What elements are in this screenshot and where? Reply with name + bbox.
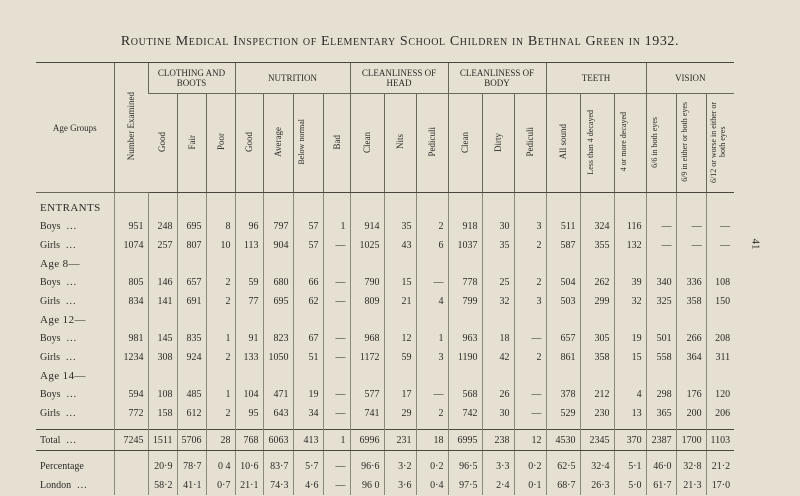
table-cell: 1190	[448, 348, 482, 367]
table-cell: 904	[263, 236, 293, 255]
table-cell: 529	[546, 404, 580, 423]
section-label: Age 8—	[40, 258, 80, 270]
table-cell: 21·3	[676, 476, 706, 495]
row-label: Boys ...	[40, 221, 78, 232]
table-cell: 35	[384, 217, 416, 236]
age-groups-header: Age Groups	[36, 63, 114, 193]
table-cell: 340	[646, 273, 676, 292]
table-cell: 2	[514, 273, 546, 292]
table-cell: —	[323, 236, 350, 255]
table-cell: 1700	[676, 430, 706, 451]
column-header: Clean	[448, 94, 482, 193]
table-cell: 104	[235, 385, 263, 404]
table-cell: 96 0	[350, 476, 384, 495]
table-cell: 612	[177, 404, 206, 423]
table-cell: 2	[416, 404, 448, 423]
table-cell: —	[646, 217, 676, 236]
cleanliness-head-header: CLEANLINESS OF HEAD	[350, 63, 448, 94]
table-cell: 28	[206, 430, 235, 451]
table-cell: —	[676, 236, 706, 255]
table-cell: 2	[514, 236, 546, 255]
table-cell: 17·0	[706, 476, 734, 495]
table-cell: 35	[482, 236, 514, 255]
table-cell: 238	[482, 430, 514, 451]
table-cell: 21	[384, 292, 416, 311]
table-cell: 74·3	[263, 476, 293, 495]
page-number: 41	[749, 238, 762, 250]
table-cell: 2	[206, 348, 235, 367]
section-label: Age 12—	[40, 314, 86, 326]
table-cell: 42	[482, 348, 514, 367]
table-cell: 145	[148, 329, 177, 348]
table-cell: 364	[676, 348, 706, 367]
table-cell: 206	[706, 404, 734, 423]
table-cell: 208	[706, 329, 734, 348]
table-row	[36, 457, 734, 476]
table-cell: 176	[676, 385, 706, 404]
column-header: 4 or more decayed	[614, 94, 646, 193]
table-cell: 39	[614, 273, 646, 292]
table-cell: 41·1	[177, 476, 206, 495]
row-label: London ...	[40, 480, 88, 491]
table-cell: 471	[263, 385, 293, 404]
table-cell: 108	[148, 385, 177, 404]
column-header: Good	[235, 94, 263, 193]
row-label: Girls ...	[40, 352, 77, 363]
row-label: Girls ...	[40, 240, 77, 251]
row-label: Percentage	[40, 461, 84, 472]
column-header: Average	[263, 94, 293, 193]
table-cell: 43	[384, 236, 416, 255]
table-cell: 77	[235, 292, 263, 311]
table-cell: 3	[514, 217, 546, 236]
table-cell: 113	[235, 236, 263, 255]
table-cell: 212	[580, 385, 614, 404]
table-cell: 924	[177, 348, 206, 367]
table-cell: 1172	[350, 348, 384, 367]
column-header: Below normal	[293, 94, 323, 193]
table-cell: 68·7	[546, 476, 580, 495]
table-cell: 378	[546, 385, 580, 404]
table-cell: 116	[614, 217, 646, 236]
table-cell: 0·2	[416, 457, 448, 476]
table-cell: 29	[384, 404, 416, 423]
table-cell: 10	[206, 236, 235, 255]
table-cell: 96·6	[350, 457, 384, 476]
table-cell: 30	[482, 217, 514, 236]
table-cell: 835	[177, 329, 206, 348]
table-cell: 20·9	[148, 457, 177, 476]
table-cell: 61·7	[646, 476, 676, 495]
table-cell: —	[646, 236, 676, 255]
table-cell: 981	[114, 329, 148, 348]
table-cell: 6995	[448, 430, 482, 451]
table-cell: 230	[580, 404, 614, 423]
table-cell: 643	[263, 404, 293, 423]
table-cell: 741	[350, 404, 384, 423]
table-cell: 266	[676, 329, 706, 348]
table-cell: 861	[546, 348, 580, 367]
table-cell: 46·0	[646, 457, 676, 476]
table-cell: 657	[177, 273, 206, 292]
table-cell: 120	[706, 385, 734, 404]
table-cell: 8	[206, 217, 235, 236]
table-cell: 485	[177, 385, 206, 404]
table-cell: 1	[323, 217, 350, 236]
table-cell: 62·5	[546, 457, 580, 476]
table-cell: 1511	[148, 430, 177, 451]
table-cell: 0·2	[514, 457, 546, 476]
table-cell: 594	[114, 385, 148, 404]
table-cell: 587	[546, 236, 580, 255]
table-cell: 0·7	[206, 476, 235, 495]
clothing-header: CLOTHING AND BOOTS	[148, 63, 235, 94]
teeth-header: TEETH	[546, 63, 646, 94]
table-cell: 30	[482, 404, 514, 423]
row-label: Girls ...	[40, 296, 77, 307]
table-cell: 4	[614, 385, 646, 404]
table-cell	[114, 457, 148, 476]
table-cell: 1037	[448, 236, 482, 255]
table-cell: 4530	[546, 430, 580, 451]
table-cell: 96	[235, 217, 263, 236]
table-cell: 5·0	[614, 476, 646, 495]
column-header: Clean	[350, 94, 384, 193]
column-header: Nits	[384, 94, 416, 193]
table-cell: 57	[293, 217, 323, 236]
table-cell: 10·6	[235, 457, 263, 476]
table-cell: 809	[350, 292, 384, 311]
table-cell: 657	[546, 329, 580, 348]
table-cell: 370	[614, 430, 646, 451]
table-row	[36, 404, 734, 423]
table-cell: 32	[614, 292, 646, 311]
section-label: Age 14—	[40, 370, 86, 382]
section-row	[36, 199, 734, 217]
table-cell: 311	[706, 348, 734, 367]
table-cell: 67	[293, 329, 323, 348]
table-cell: 336	[676, 273, 706, 292]
table-cell: 4	[416, 292, 448, 311]
table-cell: 32·4	[580, 457, 614, 476]
table-cell: 13	[614, 404, 646, 423]
table-cell: 248	[148, 217, 177, 236]
table-cell: 18	[482, 329, 514, 348]
table-cell: 59	[235, 273, 263, 292]
table-cell: 58·2	[148, 476, 177, 495]
nutrition-header: NUTRITION	[235, 63, 350, 94]
table-cell: —	[416, 273, 448, 292]
table-cell: 150	[706, 292, 734, 311]
section-row	[36, 367, 734, 385]
vision-header: VISION	[646, 63, 734, 94]
table-cell: 1025	[350, 236, 384, 255]
column-header: Pediculi	[416, 94, 448, 193]
table-cell: 1103	[706, 430, 734, 451]
table-cell: 1	[206, 385, 235, 404]
table-cell: 91	[235, 329, 263, 348]
table-cell: 298	[646, 385, 676, 404]
table-cell: 951	[114, 217, 148, 236]
table-cell: 2	[206, 273, 235, 292]
table-cell: 742	[448, 404, 482, 423]
table-cell: 19	[614, 329, 646, 348]
table-cell: 17	[384, 385, 416, 404]
table-cell: 3	[514, 292, 546, 311]
table-cell: 5·7	[293, 457, 323, 476]
table-cell: 95	[235, 404, 263, 423]
table-cell: 32	[482, 292, 514, 311]
table-row	[36, 273, 734, 292]
table-cell: —	[416, 385, 448, 404]
table-cell: 141	[148, 292, 177, 311]
table-cell: 1050	[263, 348, 293, 367]
row-label: Boys ...	[40, 333, 78, 344]
table-cell: 51	[293, 348, 323, 367]
row-label: Total ...	[36, 430, 114, 451]
table-cell: 6	[416, 236, 448, 255]
table-cell: 59	[384, 348, 416, 367]
table-cell: 97·5	[448, 476, 482, 495]
table-cell: —	[514, 329, 546, 348]
table-cell: 511	[546, 217, 580, 236]
column-header: Good	[148, 94, 177, 193]
table-cell	[114, 476, 148, 495]
table-row	[36, 217, 734, 236]
column-header: Pediculi	[514, 94, 546, 193]
table-cell: 2345	[580, 430, 614, 451]
table-cell: —	[323, 404, 350, 423]
table-cell: 21·2	[706, 457, 734, 476]
table-cell: 768	[235, 430, 263, 451]
table-cell: 799	[448, 292, 482, 311]
table-cell: 5706	[177, 430, 206, 451]
column-header: All sound	[546, 94, 580, 193]
table-cell: 2	[416, 217, 448, 236]
table-cell: 3·2	[384, 457, 416, 476]
table-cell: 805	[114, 273, 148, 292]
table-row	[36, 476, 734, 495]
table-cell: 797	[263, 217, 293, 236]
table-cell: 695	[263, 292, 293, 311]
section-label: ENTRANTS	[40, 202, 101, 214]
column-header: Less than 4 decayed	[580, 94, 614, 193]
table-cell: —	[676, 217, 706, 236]
cleanliness-body-header: CLEANLINESS OF BODY	[448, 63, 546, 94]
table-row	[36, 292, 734, 311]
table-cell: 2	[514, 348, 546, 367]
table-cell: 325	[646, 292, 676, 311]
table-cell: 21·1	[235, 476, 263, 495]
table-cell: —	[323, 329, 350, 348]
column-header: 6/12 or worse in either or both eyes	[706, 94, 734, 193]
table-cell: 3·3	[482, 457, 514, 476]
table-row	[36, 385, 734, 404]
table-cell: 2	[206, 292, 235, 311]
table-cell: 299	[580, 292, 614, 311]
table-cell: 558	[646, 348, 676, 367]
table-cell: 2·4	[482, 476, 514, 495]
table-cell: 324	[580, 217, 614, 236]
table-cell: 358	[580, 348, 614, 367]
table-cell: 2	[206, 404, 235, 423]
table-cell: 778	[448, 273, 482, 292]
table-cell: 200	[676, 404, 706, 423]
table-cell: 231	[384, 430, 416, 451]
section-row	[36, 311, 734, 329]
table-cell: 0 4	[206, 457, 235, 476]
row-label: Boys ...	[40, 277, 78, 288]
table-cell: 158	[148, 404, 177, 423]
column-header: 6/9 in either or both eyes	[676, 94, 706, 193]
table-cell: 0·4	[416, 476, 448, 495]
table-cell: 308	[148, 348, 177, 367]
table-cell: 257	[148, 236, 177, 255]
table-cell: 807	[177, 236, 206, 255]
table-cell: 15	[384, 273, 416, 292]
table-cell: —	[514, 404, 546, 423]
table-cell: —	[514, 385, 546, 404]
table-cell: 78·7	[177, 457, 206, 476]
table-cell: 501	[646, 329, 676, 348]
table-cell: 57	[293, 236, 323, 255]
table-cell: 6063	[263, 430, 293, 451]
table-cell: 968	[350, 329, 384, 348]
table-cell: 772	[114, 404, 148, 423]
column-header: Fair	[177, 94, 206, 193]
table-row	[36, 236, 734, 255]
table-cell: 0·1	[514, 476, 546, 495]
inspection-table	[36, 62, 734, 495]
table-cell: —	[323, 385, 350, 404]
table-cell: 3	[416, 348, 448, 367]
table-cell: 6996	[350, 430, 384, 451]
section-row	[36, 255, 734, 273]
table-cell: —	[323, 348, 350, 367]
table-cell: 108	[706, 273, 734, 292]
table-cell: 62	[293, 292, 323, 311]
table-cell: 2387	[646, 430, 676, 451]
table-cell: —	[323, 292, 350, 311]
table-cell: 914	[350, 217, 384, 236]
table-cell: 146	[148, 273, 177, 292]
column-header: 6/6 in both eyes	[646, 94, 676, 193]
table-cell: 305	[580, 329, 614, 348]
table-cell: 133	[235, 348, 263, 367]
table-cell: 25	[482, 273, 514, 292]
table-cell: 3·6	[384, 476, 416, 495]
table-cell: 5·1	[614, 457, 646, 476]
table-cell: 790	[350, 273, 384, 292]
column-header: Bad	[323, 94, 350, 193]
table-cell: 18	[416, 430, 448, 451]
table-cell: —	[323, 476, 350, 495]
table-cell: 691	[177, 292, 206, 311]
table-cell: 26	[482, 385, 514, 404]
table-row	[36, 430, 734, 451]
table-cell: 413	[293, 430, 323, 451]
table-cell: 834	[114, 292, 148, 311]
table-cell: 83·7	[263, 457, 293, 476]
table-cell: 7245	[114, 430, 148, 451]
table-cell: 32·8	[676, 457, 706, 476]
table-cell: 15	[614, 348, 646, 367]
number-examined-header: Number Examined	[114, 63, 148, 193]
table-cell: 262	[580, 273, 614, 292]
table-cell: 1	[323, 430, 350, 451]
table-cell: —	[706, 217, 734, 236]
table-cell: 132	[614, 236, 646, 255]
table-cell: 4·6	[293, 476, 323, 495]
table-cell: 26·3	[580, 476, 614, 495]
table-cell: 1	[206, 329, 235, 348]
table-cell: —	[323, 457, 350, 476]
table-cell: 918	[448, 217, 482, 236]
table-cell: 577	[350, 385, 384, 404]
table-cell: 34	[293, 404, 323, 423]
table-cell: 823	[263, 329, 293, 348]
table-cell: 19	[293, 385, 323, 404]
column-header: Poor	[206, 94, 235, 193]
table-cell: 1074	[114, 236, 148, 255]
table-cell: 503	[546, 292, 580, 311]
row-label: Girls ...	[40, 408, 77, 419]
table-cell: 96·5	[448, 457, 482, 476]
table-cell: 963	[448, 329, 482, 348]
table-cell: 680	[263, 273, 293, 292]
table-cell: 568	[448, 385, 482, 404]
column-header: Dirty	[482, 94, 514, 193]
row-label: Boys ...	[40, 389, 78, 400]
table-row	[36, 329, 734, 348]
table-row	[36, 348, 734, 367]
table-cell: 504	[546, 273, 580, 292]
table-cell: 12	[384, 329, 416, 348]
table-cell: —	[706, 236, 734, 255]
table-cell: 12	[514, 430, 546, 451]
table-cell: 695	[177, 217, 206, 236]
table-cell: 1234	[114, 348, 148, 367]
table-cell: —	[323, 273, 350, 292]
table-cell: 355	[580, 236, 614, 255]
table-cell: 358	[676, 292, 706, 311]
page-title: Routine Medical Inspection of Elementary School Children in Bethnal Green in 1932.	[120, 34, 680, 49]
table-cell: 66	[293, 273, 323, 292]
table-cell: 365	[646, 404, 676, 423]
table-cell: 1	[416, 329, 448, 348]
